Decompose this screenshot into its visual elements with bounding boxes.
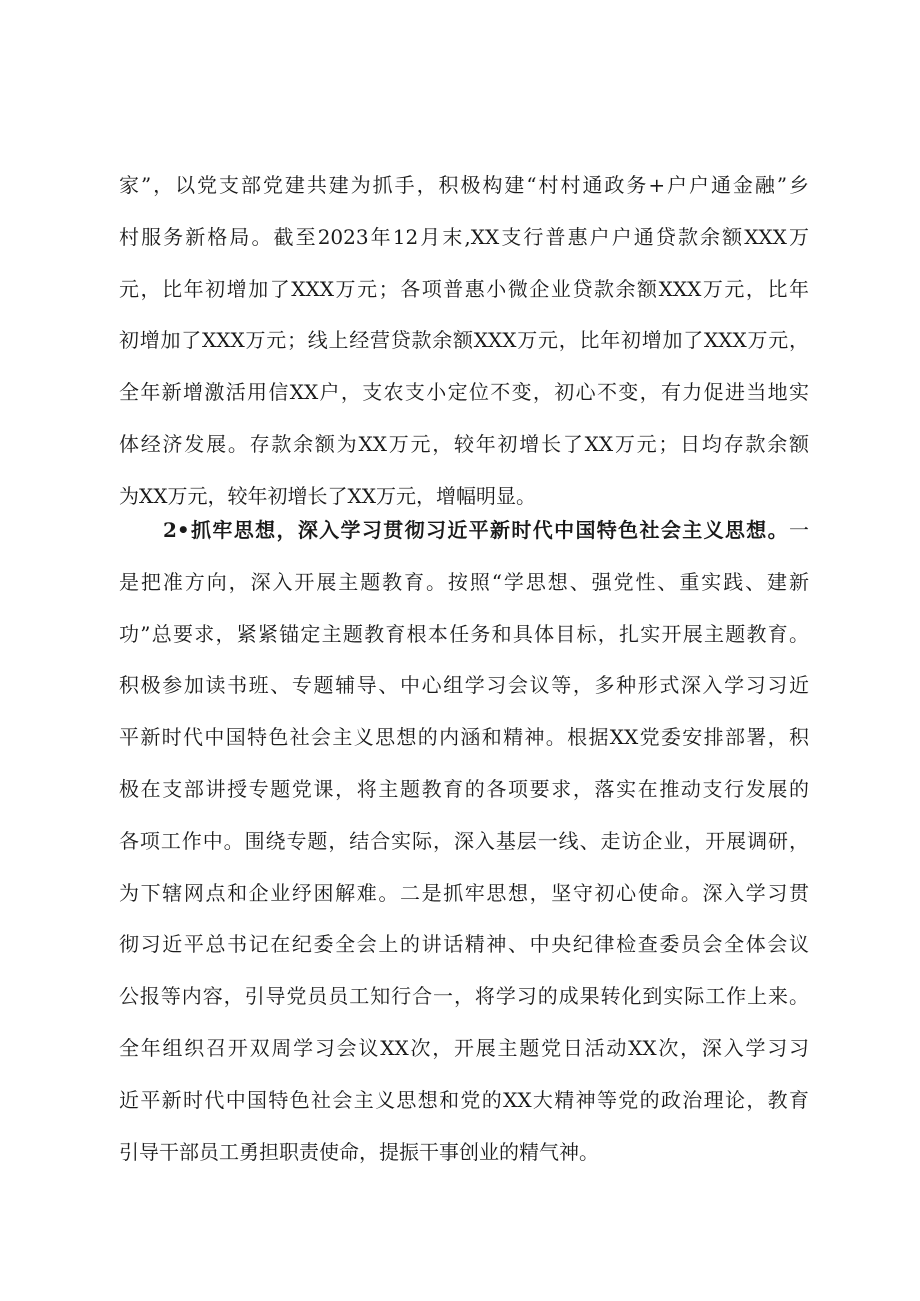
paragraph-line: 积极参加读书班、专题辅导、中心组学习会议等，多种形式深入学习习近	[119, 673, 809, 698]
paragraph-line: 极在支部讲授专题党课，将主题教育的各项要求，落实在推动支行发展的	[119, 776, 809, 801]
paragraph-line: 元，比年初增加了XXX万元；各项普惠小微企业贷款余额XXX万元，比年	[119, 276, 809, 301]
paragraph-line: 家”，以党支部党建共建为抓手，积极构建“村村通政务+户户通金融”乡	[119, 173, 809, 197]
paragraph-line: 公报等内容，引导党员员工知行合一，将学习的成果转化到实际工作上来。	[119, 984, 809, 1009]
paragraph-line: 彻习近平总书记在纪委全会上的讲话精神、中央纪律检查委员会全体会议	[119, 932, 809, 957]
paragraph-line: 初增加了XXX万元；线上经营贷款余额XXX万元，比年初增加了XXX万元，	[119, 328, 809, 353]
paragraph-line: 功”总要求，紧紧锚定主题教育根本任务和具体目标，扎实开展主题教育。	[119, 621, 809, 646]
paragraph-line: 近平新时代中国特色社会主义思想和党的XX大精神等党的政治理论，教育	[119, 1087, 809, 1112]
paragraph-line: 引导干部员工勇担职责使命，提振干事创业的精气神。	[119, 1139, 599, 1164]
paragraph-line: 全年组织召开双周学习会议XX次，开展主题党日活动XX次，深入学习习	[119, 1035, 809, 1060]
section-heading: 2•抓牢思想，深入学习贯彻习近平新时代中国特色社会主义思想。	[163, 518, 789, 542]
paragraph-line: 体经济发展。存款余额为XX万元，较年初增长了XX万元；日均存款余额	[119, 431, 809, 456]
paragraph-line: 为XX万元，较年初增长了XX万元，增幅明显。	[119, 483, 536, 508]
paragraph-line: 村服务新格局。截至2023年12月末,XX支行普惠户户通贷款余额XXX万	[119, 224, 809, 249]
paragraph-line: 全年新增激活用信XX户，支农支小定位不变，初心不变，有力促进当地实	[119, 380, 809, 405]
paragraph-1	[119, 160, 809, 523]
paragraph-line: 为下辖网点和企业纾困解难。二是抓牢思想，坚守初心使命。深入学习贯	[119, 880, 809, 905]
paragraph-2	[119, 505, 809, 1178]
paragraph-line: 各项工作中。围绕专题，结合实际，深入基层一线、走访企业，开展调研，	[119, 828, 809, 853]
paragraph-first-line	[119, 505, 809, 557]
paragraph-line: 平新时代中国特色社会主义思想的内涵和精神。根据XX党委安排部署，积	[119, 725, 809, 750]
paragraph-line-start: 一	[789, 518, 809, 542]
paragraph-line: 是把准方向，深入开展主题教育。按照“学思想、强党性、重实践、建新	[119, 569, 809, 594]
